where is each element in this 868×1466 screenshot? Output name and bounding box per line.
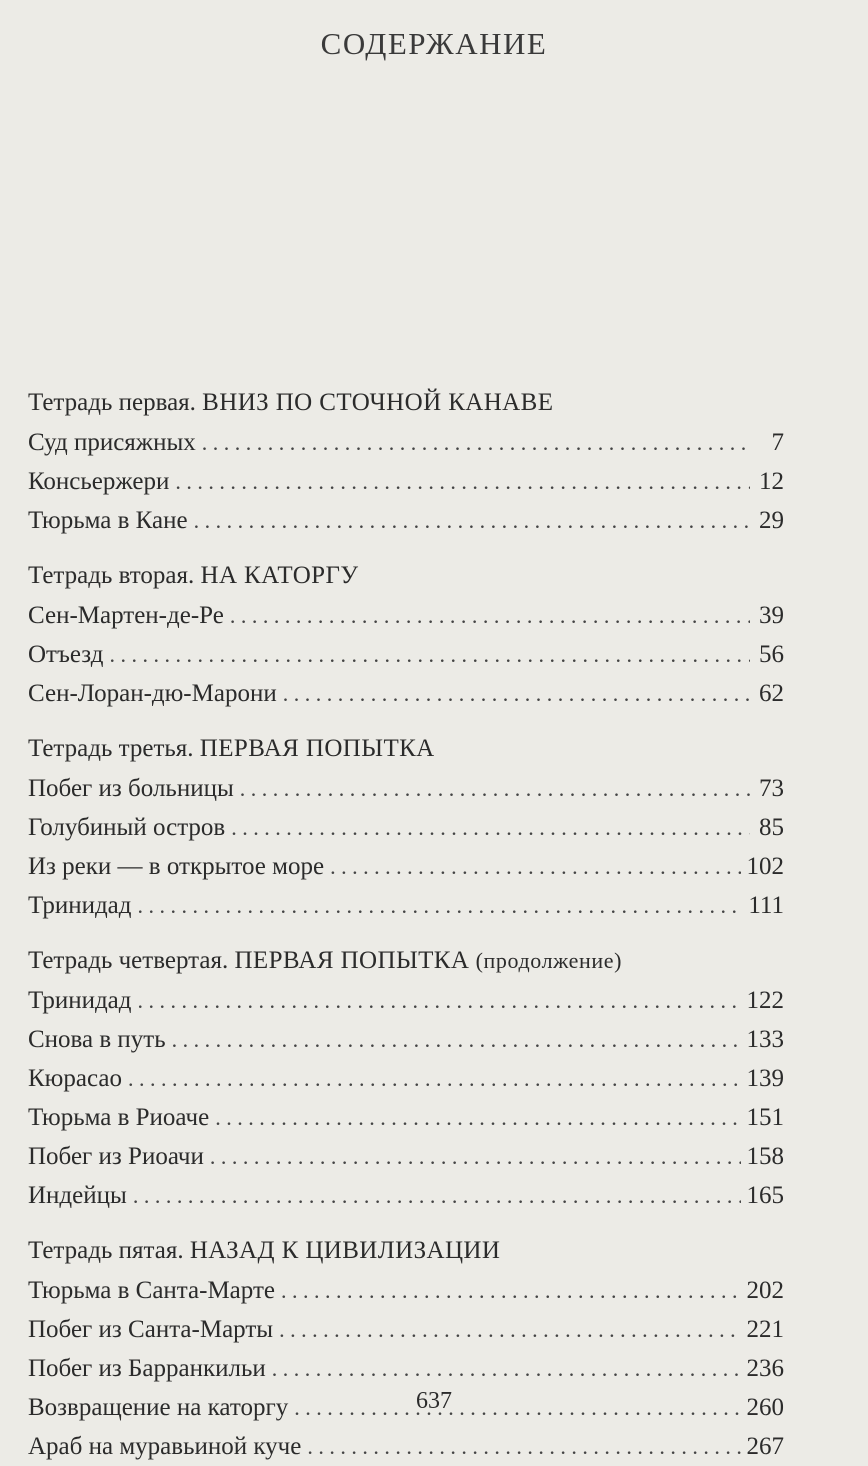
- entry-page: 62: [759, 680, 784, 707]
- part-prefix: Тетрадь третья.: [28, 735, 194, 762]
- toc-entry: [28, 423, 784, 462]
- dot-leader: [272, 1349, 741, 1388]
- toc-entry: [28, 1098, 784, 1137]
- dot-leader: [172, 1020, 741, 1059]
- toc-entry: [28, 1310, 784, 1349]
- toc-entry: [28, 635, 784, 674]
- entry-title: Тюрьма в Риоаче: [28, 1104, 210, 1131]
- dot-leader: [138, 886, 743, 925]
- toc-entry: [28, 674, 784, 713]
- dot-leader: [279, 1310, 740, 1349]
- toc-entry: [28, 1349, 784, 1388]
- dot-leader: [210, 1137, 741, 1176]
- entry-page: 267: [746, 1433, 784, 1460]
- part-heading: [28, 383, 784, 423]
- dot-leader: [175, 462, 750, 501]
- entry-page: 7: [771, 429, 784, 456]
- entry-page: 133: [746, 1026, 784, 1053]
- toc-entry: [28, 501, 784, 540]
- entry-title: Сен-Мартен-де-Ре: [28, 602, 224, 629]
- entry-page: 122: [746, 987, 784, 1014]
- dot-leader: [133, 1176, 741, 1215]
- part-heading: [28, 729, 784, 769]
- toc-entry: [28, 847, 784, 886]
- entry-title: Возвращение на каторгу: [28, 1394, 289, 1421]
- entry-title: Побег из Барранкильи: [28, 1355, 266, 1382]
- dot-leader: [230, 596, 750, 635]
- dot-leader: [138, 981, 741, 1020]
- dot-leader: [281, 1271, 741, 1310]
- toc-entry: [28, 1059, 784, 1098]
- part-prefix: Тетрадь первая.: [28, 389, 196, 416]
- toc-entry: [28, 886, 784, 925]
- entry-page: 56: [759, 641, 784, 668]
- entry-title: Тринидад: [28, 987, 132, 1014]
- entry-page: 102: [746, 853, 784, 880]
- page-number: 637: [416, 1388, 452, 1414]
- dot-leader: [330, 847, 740, 886]
- part-heading: [28, 556, 784, 596]
- entry-title: Побег из Санта-Марты: [28, 1316, 274, 1343]
- dot-leader: [231, 808, 750, 847]
- entry-page: 165: [746, 1182, 784, 1209]
- part-prefix: Тетрадь пятая.: [28, 1237, 184, 1264]
- entry-title: Побег из больницы: [28, 775, 234, 802]
- dot-leader: [128, 1059, 741, 1098]
- entry-page: 85: [759, 814, 784, 841]
- entry-page: 202: [746, 1277, 784, 1304]
- entry-title: Снова в путь: [28, 1026, 166, 1053]
- entry-page: 260: [746, 1394, 784, 1421]
- table-of-contents: [28, 383, 784, 1466]
- dot-leader: [307, 1427, 740, 1466]
- dot-leader: [194, 501, 750, 540]
- dot-leader: [109, 635, 750, 674]
- part-title: ПЕРВАЯ ПОПЫТКА: [199, 735, 435, 762]
- entry-page: 111: [748, 892, 784, 919]
- entry-page: 139: [746, 1065, 784, 1092]
- toc-entry: [28, 981, 784, 1020]
- dot-leader: [240, 769, 750, 808]
- part-title: ПЕРВАЯ ПОПЫТКА: [234, 947, 470, 974]
- dot-leader: [215, 1098, 740, 1137]
- dot-leader: [202, 423, 750, 462]
- entry-title: Из реки — в открытое море: [28, 853, 325, 880]
- part-prefix: Тетрадь вторая.: [28, 562, 195, 589]
- entry-page: 236: [746, 1355, 784, 1382]
- toc-entry: [28, 769, 784, 808]
- toc-entry: [28, 596, 784, 635]
- entry-title: Кюрасао: [28, 1065, 122, 1092]
- entry-title: Консьержери: [28, 468, 170, 495]
- toc-entry: [28, 1176, 784, 1215]
- part-prefix: Тетрадь четвертая.: [28, 947, 229, 974]
- entry-page: 29: [759, 507, 784, 534]
- entry-title: Тюрьма в Кане: [28, 507, 188, 534]
- entry-page: 221: [746, 1316, 784, 1343]
- part-heading: [28, 1231, 784, 1271]
- toc-entry: [28, 1020, 784, 1059]
- entry-page: 73: [759, 775, 784, 802]
- part-title: ВНИЗ ПО СТОЧНОЙ КАНАВЕ: [202, 389, 554, 416]
- entry-page: 151: [746, 1104, 784, 1131]
- toc-entry: [28, 1137, 784, 1176]
- entry-title: Побег из Риоачи: [28, 1143, 204, 1170]
- dot-leader: [283, 674, 750, 713]
- part-note: (продолжение): [475, 948, 623, 973]
- entry-title: Суд присяжных: [28, 429, 196, 456]
- entry-title: Индейцы: [28, 1182, 127, 1209]
- toc-entry: [28, 1427, 784, 1466]
- toc-entry: [28, 462, 784, 501]
- entry-page: 158: [746, 1143, 784, 1170]
- toc-entry: [28, 808, 784, 847]
- page-title: СОДЕРЖАНИЕ: [320, 26, 548, 61]
- toc-entry: [28, 1271, 784, 1310]
- part-title: НА КАТОРГУ: [200, 562, 359, 589]
- entry-title: Голубиный остров: [28, 814, 226, 841]
- entry-title: Сен-Лоран-дю-Марони: [28, 680, 277, 707]
- part-title: НАЗАД К ЦИВИЛИЗАЦИИ: [189, 1237, 501, 1264]
- entry-title: Араб на муравьиной куче: [28, 1433, 302, 1460]
- entry-page: 39: [759, 602, 784, 629]
- entry-title: Тринидад: [28, 892, 132, 919]
- entry-page: 12: [759, 468, 784, 495]
- entry-title: Отъезд: [28, 641, 104, 668]
- part-heading: [28, 941, 784, 981]
- entry-title: Тюрьма в Санта-Марте: [28, 1277, 275, 1304]
